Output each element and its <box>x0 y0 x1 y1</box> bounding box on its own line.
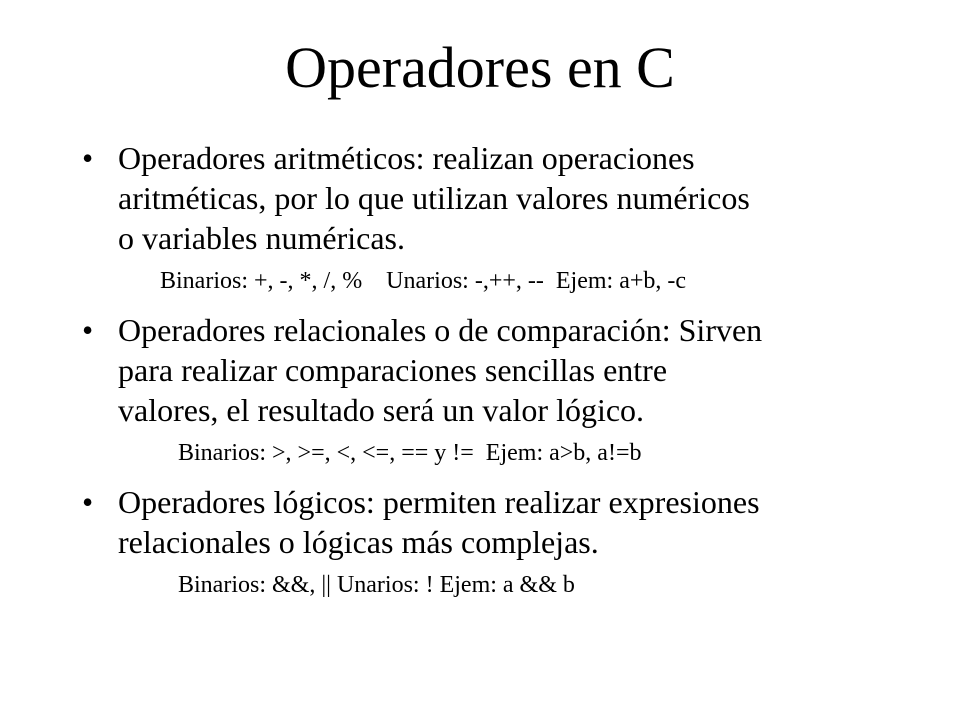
bullet-line: o variables numéricas. <box>118 220 405 256</box>
bullet-dot: • <box>82 484 94 520</box>
bullet-line: aritméticas, por lo que utilizan valores numéricos <box>118 180 750 216</box>
bullet-line: para realizar comparaciones sencillas entre <box>118 352 668 388</box>
bullet-line: valores, el resultado será un valor lógico. <box>118 392 645 428</box>
logical-operators-detail: Binarios: &&, || Unarios: ! Ejem: a && b <box>178 572 575 598</box>
slide-title: Operadores en C <box>285 35 675 100</box>
bullet-line: Operadores relacionales o de comparación: Sirven <box>118 312 763 348</box>
bullet-text <box>118 310 878 430</box>
bullet-line: Operadores aritméticos: realizan operaciones <box>118 140 695 176</box>
bullet-line: Operadores lógicos: permiten realizar expresiones <box>118 484 760 520</box>
bullet-text <box>118 138 878 258</box>
bullet-line: relacionales o lógicas más complejas. <box>118 524 599 560</box>
arithmetic-operators-detail: Binarios: +, -, *, /, % Unarios: -,++, -- Ejem: a+b, -c <box>160 268 687 294</box>
bullet-dot: • <box>82 312 94 348</box>
relational-operators-detail: Binarios: >, >=, <, <=, == y != Ejem: a>b, a!=b <box>178 440 642 466</box>
bullet-dot: • <box>82 140 94 176</box>
bullet-text <box>118 482 878 562</box>
